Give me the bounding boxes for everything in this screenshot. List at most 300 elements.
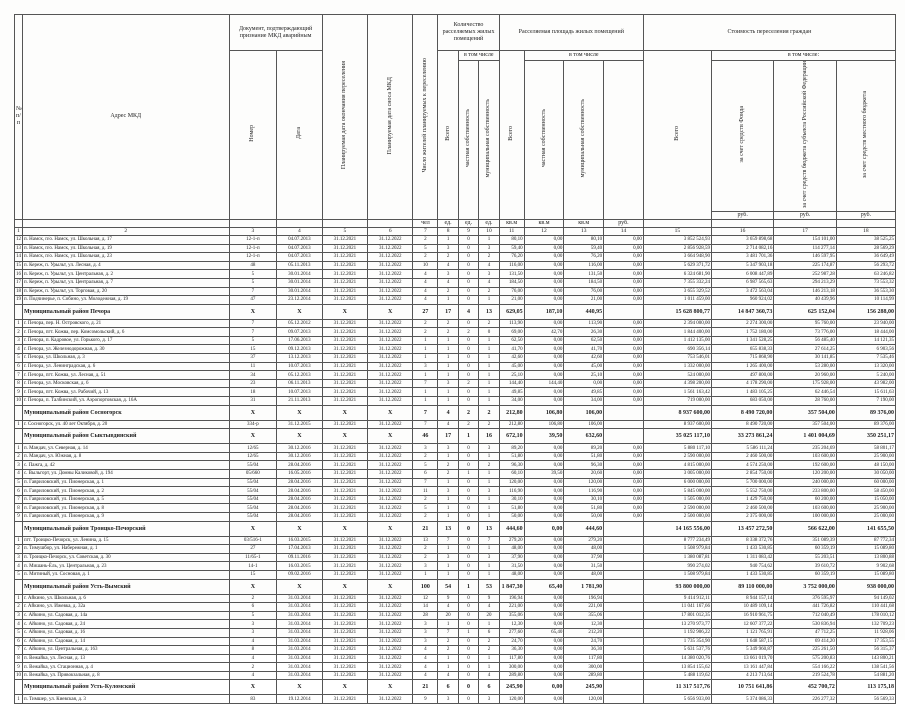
- table-cell: 10.07.2013: [277, 388, 322, 397]
- table-cell: 235 204,69: [774, 444, 836, 453]
- table-cell: 1 401 004,69: [774, 429, 836, 444]
- table-cell: 3: [15, 336, 23, 345]
- table-cell: 1: [438, 296, 458, 305]
- table-cell: 106,80: [524, 420, 564, 429]
- table-cell: 13 854 155,62: [643, 663, 711, 672]
- table-cell: 31.12.2022: [368, 611, 413, 620]
- table-cell: 0: [458, 521, 478, 536]
- table-row: [15, 611, 896, 620]
- table-cell: 33 273 861,24: [711, 429, 773, 444]
- table-cell: 31.12.2021: [322, 444, 367, 453]
- table-row: [15, 603, 896, 612]
- table-cell: 18 444,00: [836, 328, 895, 337]
- table-cell: 0,00: [524, 487, 564, 496]
- table-cell: 4: [413, 270, 438, 279]
- table-cell: 55/04: [229, 504, 277, 513]
- table-cell: 2 274 300,00: [711, 319, 773, 328]
- header-planned-demolition: Планируемая дата сноса МКД: [368, 15, 413, 220]
- table-cell: 13 320,00: [836, 362, 895, 371]
- table-cell: 31.12.2022: [368, 562, 413, 571]
- table-cell: 31.12.2022: [368, 504, 413, 513]
- table-cell: 2: [438, 253, 458, 262]
- table-cell: 225 174,87: [774, 261, 836, 270]
- table-cell: 357 504,00: [774, 405, 836, 420]
- table-cell: 0: [458, 680, 478, 695]
- table-cell: 719 000,00: [643, 397, 711, 406]
- table-cell: 15 628 800,77: [643, 304, 711, 319]
- table-row: [15, 270, 896, 279]
- table-cell: 103 600,00: [774, 504, 836, 513]
- table-cell: 0,00: [604, 452, 644, 461]
- table-cell: 7: [229, 287, 277, 296]
- table-cell: 690 356,14: [643, 345, 711, 354]
- table-cell: 212,20: [564, 628, 604, 637]
- address-cell: с. Айкино, ул. Садовая, д. 14: [22, 637, 229, 646]
- table-cell: 3: [413, 444, 438, 453]
- table-cell: 5 656 933,00: [643, 695, 711, 704]
- table-cell: 0: [458, 671, 478, 680]
- table-cell: 0,00: [604, 253, 644, 262]
- table-cell: [604, 628, 644, 637]
- table-cell: 31.12.2022: [368, 253, 413, 262]
- table-cell: 50,00: [499, 512, 524, 521]
- table-cell: 34: [229, 371, 277, 380]
- unit-local: руб.: [836, 211, 895, 219]
- table-cell: 0,00: [524, 495, 564, 504]
- table-cell: 0,00: [524, 680, 564, 695]
- table-row: [15, 570, 896, 579]
- table-row: [15, 296, 896, 305]
- table-cell: 106,00: [564, 405, 604, 420]
- table-cell: 1: [438, 397, 458, 406]
- district-subtotal-row: [15, 304, 896, 319]
- table-cell: 0,00: [524, 562, 564, 571]
- table-cell: 0,00: [604, 345, 644, 354]
- table-cell: 13: [479, 521, 499, 536]
- table-cell: 31.12.2021: [322, 646, 367, 655]
- address-cell: Муниципальный район Печора: [22, 304, 229, 319]
- table-cell: 1 847,30: [499, 579, 524, 594]
- address-cell: п. Мишань-Ёль, ул. Центральная, д. 23: [22, 562, 229, 571]
- table-row: [15, 646, 896, 655]
- table-cell: 6: [15, 487, 23, 496]
- table-cell: 31.12.2022: [368, 397, 413, 406]
- table-cell: 351 089,39: [774, 536, 836, 545]
- table-cell: 31.12.2021: [322, 287, 367, 296]
- table-cell: 21.11.2013: [277, 397, 322, 406]
- table-cell: 2: [438, 287, 458, 296]
- table-cell: 1 505 000,00: [643, 495, 711, 504]
- table-cell: 240 000,00: [774, 478, 836, 487]
- table-cell: 5: [15, 628, 23, 637]
- address-cell: г. Печора, п. Талбинский, ул. Аэропортовская, д. 16А: [22, 397, 229, 406]
- table-cell: 30.01.2014: [277, 270, 322, 279]
- table-cell: 14: [413, 603, 438, 612]
- table-cell: 1: [413, 397, 438, 406]
- table-cell: 9 414 912,11: [643, 594, 711, 603]
- table-cell: 566 622,00: [774, 521, 836, 536]
- table-cell: 1: [438, 388, 458, 397]
- table-cell: 0,00: [524, 654, 564, 663]
- table-cell: 9: [413, 695, 438, 704]
- table-cell: 5 374 086,33: [711, 695, 773, 704]
- table-cell: 43 982,00: [836, 379, 895, 388]
- table-cell: 184,50: [499, 278, 524, 287]
- header-cost-incl: в том числе:: [711, 51, 895, 61]
- table-row: [15, 695, 896, 704]
- table-cell: 76,20: [499, 253, 524, 262]
- table-cell: 132 709,23: [836, 620, 895, 629]
- table-cell: 4: [229, 654, 277, 663]
- table-cell: 48: [229, 261, 277, 270]
- table-cell: 0,00: [524, 235, 564, 244]
- table-cell: 31.12.2022: [368, 444, 413, 453]
- table-cell: 2: [458, 405, 478, 420]
- table-cell: 16.03.2015: [277, 536, 322, 545]
- table-cell: 50,00: [564, 512, 604, 521]
- table-row: [15, 235, 896, 244]
- table-cell: 1 752 180,00: [711, 328, 773, 337]
- table-cell: 0,00: [604, 336, 644, 345]
- table-cell: 36,30: [564, 646, 604, 655]
- table-cell: 1 781,90: [564, 579, 604, 594]
- table-cell: 25 900,00: [836, 452, 895, 461]
- table-cell: 73 776,00: [774, 328, 836, 337]
- table-cell: [604, 654, 644, 663]
- table-cell: 28 760,00: [774, 397, 836, 406]
- table-cell: 31.12.2021: [322, 362, 367, 371]
- table-cell: 41,70: [499, 345, 524, 354]
- table-cell: 1: [15, 319, 23, 328]
- table-cell: 31.12.2022: [368, 461, 413, 470]
- table-cell: 4: [15, 620, 23, 629]
- column-number: 1: [15, 227, 23, 235]
- table-cell: 47: [229, 296, 277, 305]
- table-cell: 1: [438, 654, 458, 663]
- table-cell: [604, 521, 644, 536]
- table-cell: 1: [479, 654, 499, 663]
- table-cell: 117,80: [499, 654, 524, 663]
- table-cell: 1: [458, 579, 478, 594]
- table-cell: 55/04: [229, 495, 277, 504]
- header-premises-incl: в том числе: [458, 51, 499, 61]
- table-cell: 6: [479, 680, 499, 695]
- table-cell: 2: [438, 470, 458, 479]
- table-cell: X: [277, 521, 322, 536]
- table-cell: 06.11.2013: [277, 379, 322, 388]
- table-cell: 31.12.2021: [322, 603, 367, 612]
- table-cell: [604, 420, 644, 429]
- address-cell: г. Печора, пгт. Кожва, ул. Лесная, д. 51: [22, 371, 229, 380]
- table-cell: 672,10: [499, 429, 524, 444]
- table-cell: 30 050,00: [836, 470, 895, 479]
- table-cell: 31.12.2021: [322, 654, 367, 663]
- table-cell: 3: [413, 562, 438, 571]
- table-cell: 8 937 600,00: [643, 405, 711, 420]
- address-cell: г. Печора, п. Кадровое, ул. Горького, д. 17: [22, 336, 229, 345]
- table-cell: 0,00: [604, 235, 644, 244]
- table-cell: 5 700 000,00: [711, 478, 773, 487]
- table-cell: 17 353,55: [836, 637, 895, 646]
- table-cell: 1: [438, 495, 458, 504]
- table-cell: 0,00: [524, 397, 564, 406]
- table-cell: 4: [438, 261, 458, 270]
- table-cell: 0: [458, 663, 478, 672]
- table-cell: 8: [15, 504, 23, 513]
- table-cell: 4: [413, 287, 438, 296]
- table-cell: 4 178 290,00: [711, 379, 773, 388]
- address-cell: п. Тимушбор, ул. Набережная, д. 1: [22, 545, 229, 554]
- table-row: [15, 253, 896, 262]
- column-number: 6: [368, 227, 413, 235]
- table-cell: 4: [15, 470, 23, 479]
- table-cell: 300,00: [499, 663, 524, 672]
- table-cell: 31.12.2022: [368, 487, 413, 496]
- table-cell: 0: [458, 594, 478, 603]
- table-cell: 279,20: [564, 536, 604, 545]
- table-cell: 3: [229, 628, 277, 637]
- table-cell: [15, 579, 23, 594]
- table-cell: 0: [458, 695, 478, 704]
- table-cell: 3: [438, 487, 458, 496]
- table-cell: 18: [229, 388, 277, 397]
- table-cell: 5: [413, 461, 438, 470]
- table-cell: 8: [15, 654, 23, 663]
- table-cell: 31.12.2022: [368, 695, 413, 704]
- table-cell: 0,00: [524, 452, 564, 461]
- table-cell: 103 600,00: [774, 452, 836, 461]
- table-cell: 1 311 083,42: [711, 553, 773, 562]
- table-cell: 31.12.2022: [368, 296, 413, 305]
- table-cell: 15 089,80: [836, 545, 895, 554]
- table-cell: 221,00: [499, 603, 524, 612]
- table-cell: 51,80: [499, 452, 524, 461]
- table-cell: 6: [479, 628, 499, 637]
- table-cell: 289,80: [564, 671, 604, 680]
- header-cost: Стоимость переселения граждан: [643, 15, 895, 51]
- table-cell: 1: [438, 354, 458, 363]
- table-cell: 1: [479, 512, 499, 521]
- table-cell: 28.04.2016: [277, 487, 322, 496]
- table-cell: 04.07.2013: [277, 244, 322, 253]
- table-cell: 0,00: [524, 388, 564, 397]
- table-cell: 196,94: [499, 594, 524, 603]
- table-cell: 6 000 000,00: [643, 478, 711, 487]
- table-cell: X: [368, 680, 413, 695]
- table-cell: 0,00: [524, 504, 564, 513]
- table-cell: 3: [229, 620, 277, 629]
- table-cell: 0,00: [524, 336, 564, 345]
- unit-units-3: ед.: [479, 219, 499, 227]
- table-cell: 09.02.2016: [277, 570, 322, 579]
- table-cell: 8 937 600,00: [643, 420, 711, 429]
- table-cell: 0,00: [524, 695, 564, 704]
- table-cell: 1 121 765,91: [711, 628, 773, 637]
- address-cell: п. Мандач, ул. Южная, д. 8: [22, 452, 229, 461]
- table-cell: 45,00: [564, 362, 604, 371]
- table-cell: 30.01.2014: [277, 278, 322, 287]
- table-cell: 16.03.2015: [277, 562, 322, 571]
- table-cell: 10 751 641,86: [711, 680, 773, 695]
- table-cell: 575 200,83: [774, 654, 836, 663]
- table-cell: 100: [413, 579, 438, 594]
- table-cell: 5 552 750,00: [711, 487, 773, 496]
- table-cell: 31.12.2022: [368, 478, 413, 487]
- table-cell: 0,00: [524, 620, 564, 629]
- table-cell: 55/04: [229, 487, 277, 496]
- table-cell: [604, 637, 644, 646]
- table-cell: 39,50: [524, 470, 564, 479]
- table-cell: 13: [413, 536, 438, 545]
- table-cell: 0: [458, 603, 478, 612]
- table-cell: 1: [479, 452, 499, 461]
- table-cell: 0: [458, 562, 478, 571]
- column-number: 9: [458, 227, 478, 235]
- table-cell: 1 412 135,00: [643, 336, 711, 345]
- table-cell: 09.11.2016: [277, 553, 322, 562]
- table-cell: 31.12.2022: [368, 671, 413, 680]
- address-cell: с. Айкино, ул. Садовая, д. 14а: [22, 611, 229, 620]
- table-cell: 6: [413, 470, 438, 479]
- table-cell: 117,80: [564, 654, 604, 663]
- relocation-program-table: [14, 14, 896, 704]
- table-cell: 76,20: [564, 253, 604, 262]
- address-cell: пгт. Троицко-Печорск, ул. Ленина, д. 15: [22, 536, 229, 545]
- address-cell: п. Митиный, ул. Сосновая, д. 1: [22, 570, 229, 579]
- address-cell: п. Вежайка, ул. Стационная, д. 4: [22, 663, 229, 672]
- column-number: 2: [22, 227, 229, 235]
- table-cell: 2: [438, 637, 458, 646]
- address-cell: п. Подчинерье, п. Собино, ул. Молодежная, д. 19: [22, 296, 229, 305]
- table-cell: 93 800 000,00: [643, 579, 711, 594]
- table-cell: 27: [229, 545, 277, 554]
- table-cell: 0,00: [604, 478, 644, 487]
- table-row: [15, 495, 896, 504]
- table-cell: 1: [479, 620, 499, 629]
- table-cell: 2: [229, 663, 277, 672]
- table-cell: 4: [438, 278, 458, 287]
- table-cell: 28: [413, 611, 438, 620]
- table-cell: 1: [479, 495, 499, 504]
- table-cell: 0,00: [524, 570, 564, 579]
- table-cell: 1: [479, 478, 499, 487]
- table-cell: 12-1-п: [229, 253, 277, 262]
- table-cell: 1 011 459,00: [643, 296, 711, 305]
- table-cell: 100 000,00: [774, 512, 836, 521]
- table-cell: 4: [229, 671, 277, 680]
- table-cell: 31.12.2022: [368, 336, 413, 345]
- table-cell: 31.12.2021: [322, 461, 367, 470]
- table-cell: 4 574 250,00: [711, 461, 773, 470]
- table-cell: 14 380 020,76: [643, 654, 711, 663]
- table-cell: 96,30: [499, 461, 524, 470]
- table-cell: 31.12.2021: [322, 470, 367, 479]
- table-cell: 31.12.2022: [368, 362, 413, 371]
- table-cell: 0,00: [604, 379, 644, 388]
- table-cell: X: [277, 579, 322, 594]
- table-cell: 15: [229, 570, 277, 579]
- table-cell: 0,00: [524, 545, 564, 554]
- table-cell: 89 376,00: [836, 405, 895, 420]
- address-cell: п. Вежайка, ул. Лесная, д. 13: [22, 654, 229, 663]
- table-cell: X: [368, 405, 413, 420]
- table-cell: 1 433 530,85: [711, 570, 773, 579]
- table-cell: 31.12.2022: [368, 278, 413, 287]
- table-cell: 2: [479, 420, 499, 429]
- table-cell: 625 152,04: [774, 304, 836, 319]
- table-cell: 47 712,25: [774, 628, 836, 637]
- table-cell: 35 025 117,10: [643, 429, 711, 444]
- table-cell: 31.12.2022: [368, 654, 413, 663]
- table-cell: 31.12.2022: [368, 235, 413, 244]
- table-cell: 0,00: [524, 478, 564, 487]
- table-cell: X: [368, 579, 413, 594]
- table-cell: 16.05.2016: [277, 470, 322, 479]
- table-cell: 4: [413, 671, 438, 680]
- address-cell: п. Мандач, ул. Северная, д. 14: [22, 444, 229, 453]
- table-cell: 31.12.2021: [322, 637, 367, 646]
- table-row: [15, 461, 896, 470]
- table-cell: 0,00: [524, 521, 564, 536]
- table-cell: 5 629 371,72: [643, 261, 711, 270]
- table-cell: 2: [479, 287, 499, 296]
- table-cell: 6: [229, 603, 277, 612]
- table-cell: 31.12.2022: [368, 244, 413, 253]
- table-cell: 3 005 000,00: [643, 470, 711, 479]
- table-cell: [604, 304, 644, 319]
- table-cell: 2: [479, 253, 499, 262]
- table-cell: 1 735 354,90: [643, 637, 711, 646]
- table-cell: X: [322, 405, 367, 420]
- table-cell: 0,00: [524, 553, 564, 562]
- table-cell: 444,60: [499, 521, 524, 536]
- table-cell: 24,70: [499, 637, 524, 646]
- table-cell: 0,00: [604, 287, 644, 296]
- address-cell: с. Айкино, ул. Центральная, д. 163: [22, 646, 229, 655]
- table-row: [15, 545, 896, 554]
- table-cell: [604, 536, 644, 545]
- table-cell: 1: [438, 371, 458, 380]
- table-cell: 1: [479, 470, 499, 479]
- table-cell: 55/04: [229, 512, 277, 521]
- table-row: [15, 487, 896, 496]
- table-cell: 1: [479, 336, 499, 345]
- table-cell: 23 940,00: [836, 319, 895, 328]
- table-cell: [15, 680, 23, 695]
- table-row: [15, 536, 896, 545]
- table-cell: 31.12.2022: [368, 594, 413, 603]
- table-cell: 355,06: [499, 611, 524, 620]
- table-cell: 632,60: [564, 429, 604, 444]
- table-cell: 120 200,00: [774, 470, 836, 479]
- table-cell: 1 508 979,84: [643, 570, 711, 579]
- table-cell: [604, 570, 644, 579]
- table-cell: 277,60: [499, 628, 524, 637]
- address-cell: с. Айкино, ул. Садовая, д. 16: [22, 628, 229, 637]
- table-cell: 1 648 587,15: [711, 637, 773, 646]
- table-cell: 226 277,32: [774, 695, 836, 704]
- table-cell: 0,00: [564, 379, 604, 388]
- table-cell: 62,50: [564, 336, 604, 345]
- table-cell: 4: [229, 637, 277, 646]
- table-cell: 114 277,14: [774, 244, 836, 253]
- table-cell: 1: [479, 570, 499, 579]
- table-cell: 300,00: [564, 663, 604, 672]
- table-cell: 3: [479, 553, 499, 562]
- table-cell: 83: [229, 695, 277, 704]
- address-cell: п. Гавриловский, ул. Пионерская, д. 9: [22, 512, 229, 521]
- table-cell: 5: [229, 270, 277, 279]
